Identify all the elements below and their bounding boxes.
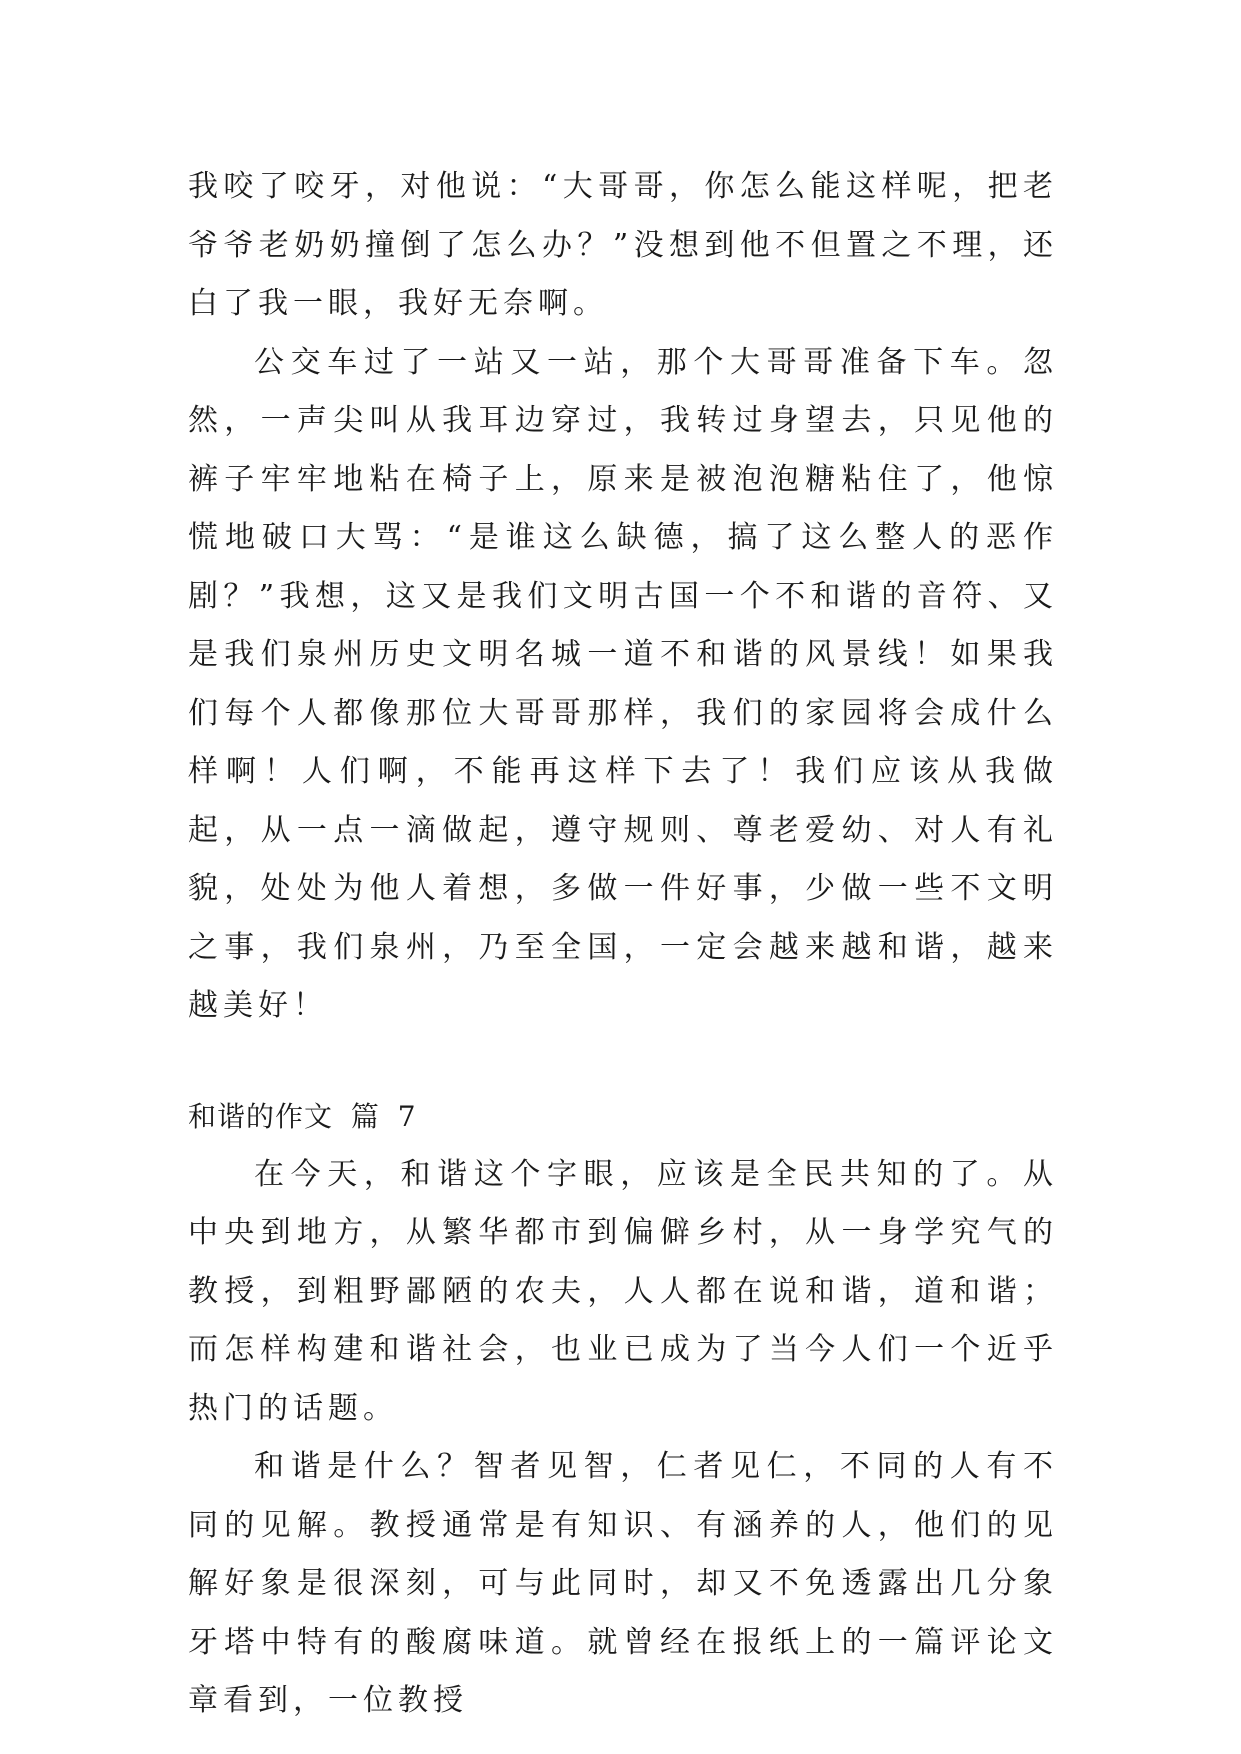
section-title: 和谐的作文 篇 7 — [188, 1099, 417, 1133]
paragraph-4: 和谐是什么？智者见智，仁者见仁，不同的人有不同的见解。教授通常是有知识、有涵养的人，他们的见解好象是很深刻，可与此同时，却又不免透露出几分象牙塔中特有的酸腐味道。就曾经在报纸上的一篇评论文章看到，一位教授 — [188, 1449, 1058, 1718]
document-page — [188, 158, 1058, 1731]
paragraph-3: 在今天，和谐这个字眼，应该是全民共知的了。从中央到地方，从繁华都市到偏僻乡村，从一身学究气的教授，到粗野鄙陋的农夫，人人都在说和谐，道和谐；而怎样构建和谐社会，也业已成为了当今人们一个近乎热门的话题。 — [188, 1156, 1058, 1426]
paragraph-2: 公交车过了一站又一站，那个大哥哥准备下车。忽然，一声尖叫从我耳边穿过，我转过身望去，只见他的裤子牢牢地粘在椅子上，原来是被泡泡糖粘住了，他惊慌地破口大骂：“是谁这么缺德，搞了这么整人的恶作剧？”我想，这又是我们文明古国一个不和谐的音符、又是我们泉州历史文明名城一道不和谐的风景线！如果我们每个人都像那位大哥哥那样，我们的家园将会成什么样啊！人们啊，不能再这样下去了！我们应该从我做起，从一点一滴做起，遵守规则、尊老爱幼、对人有礼貌，处处为他人着想，多做一件好事，少做一些不文明之事，我们泉州，乃至全国，一定会越来越和谐，越来越美好！ — [188, 344, 1058, 1023]
paragraph-1: 我咬了咬牙，对他说：“大哥哥，你怎么能这样呢，把老爷爷老奶奶撞倒了怎么办？”没想到他不但置之不理，还白了我一眼，我好无奈啊。 — [188, 169, 1058, 321]
